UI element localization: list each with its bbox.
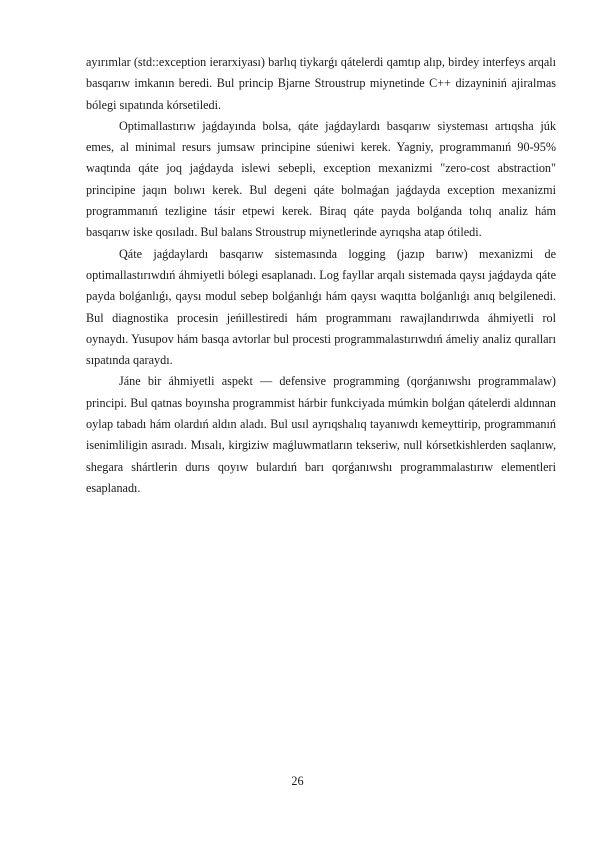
- document-page: [86, 52, 556, 499]
- page-number: 26: [291, 774, 304, 788]
- paragraph-continuation: ayırımlar (std::exception ierarxiyası) barlıq tiykarǵı qátelerdi qamtıp alıp, birdey interfeys arqalı basqarıw imkanın beredi. Bul princip Bjarne Stroustrup miynetinde C++ dizayniniń ajiralmas bólegi sıpatında kórsetiledi.: [86, 55, 556, 112]
- paragraph-optimization: Optimallastırıw jaǵdayında bolsa, qáte jaǵdaylardı basqarıw siysteması artıqsha júk emes, al minimal resurs jumsaw principine súeniwi kerek. Yagniy, programmanıń 90-95% waqtında qáte joq jaǵdayda islewi sebepli, exception mexanizmi "zero-cost abstraction" principine jaqın bolıwı kerek. Bul degeni qáte bolmaǵan jaǵdayda exception mexanizmi programmanıń tezligine tásir etpewi kerek. Biraq qáte payda bolǵanda tolıq analiz hám basqarıw iske qosıladı. Bul balans Stroustrup miynetlerinde ayrıqsha atap ótiledi.: [86, 118, 556, 240]
- paragraph-defensive-programming: Jáne bir áhmiyetli aspekt — defensive programming (qorǵanıwshı programmalaw) principi. Bul qatnas boyınsha programmist hárbir funkciyada múmkin bolǵan qátelerdi aldınnan oylap tabadı hám olardıń aldın aladı. Bul usıl ayrıqshalıq tayanıwdı kemeyttirip, programmanıń isenimliligin asıradı. Mısalı, kirgiziw maǵluwmatların tekseriw, null kórsetkishlerden saqlanıw, shegara shártlerin durıs qoyıw bulardıń barı qorǵanıwshı programmalastırıw elementleri esaplanadı.: [86, 374, 556, 495]
- paragraph-logging: Qáte jaǵdaylardı basqarıw sistemasında logging (jazıp barıw) mexanizmi de optimallastırıwdıń áhmiyetli bólegi esaplanadı. Log fayllar arqalı sistemada qaysı jaǵdayda qáte payda bolǵanlıǵı, qaysı modul sebep bolǵanlıǵı hám qaysı waqıtta bolǵanlıǵı anıq belgilenedi. Bul diagnostika procesin jeńillestiredi hám programmanı rawajlandırıwda áhmiyetli rol oynaydı. Yusupov hám basqa avtorlar bul procesti programmalastırıwdıń ámeliy analiz quralları sıpatında qaraydı.: [86, 246, 556, 368]
